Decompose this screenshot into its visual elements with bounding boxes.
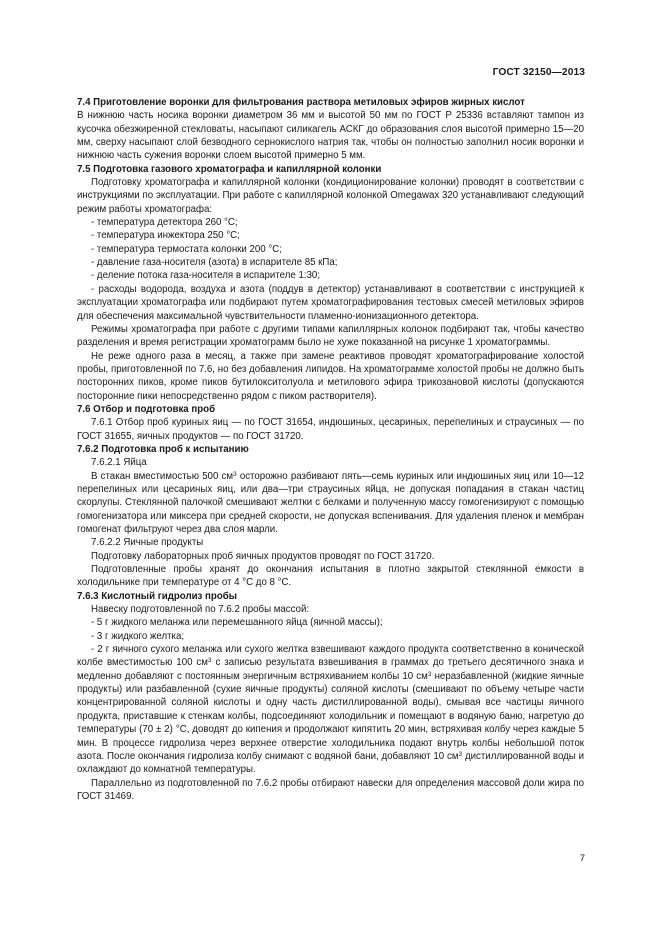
superscript: 3 [207,657,212,665]
document-header: ГОСТ 32150—2013 [492,67,585,78]
section-7-5-heading: 7.5 Подготовка газового хроматографа и капиллярной колонки [77,163,382,175]
text-run: неразбавленной (жидкие яичные продукты) или разбавленной (сухие яичные продукты) соляной кислоты (смешивают по объему четыре части концентрированной соляной кислоты и одну часть дистиллированной воды), смывая все частицы яичного продукта, приставшие к стенкам колбы, подсоединяют холодильник и помещают в водяную баню, нагретую до температуры (70 ± 2) °С, доводят до кипения и продолжают кипятить 20 мин, встряхивая колбу через каждые 5 мин. В процессе гидролиза через верхнее отверстие холодильника подают внутрь колбы небольшой поток азота. После окончания гидролиза колбу снимают с водяной бани, добавляют 10 см [77,670,585,762]
section-7-6-3-heading: 7.6.3 Кислотный гидролиз пробы [77,590,238,602]
list-item: - деление потока газа-носителя в испарителе 1:30; [91,270,321,282]
section-7-6-heading: 7.6 Отбор и подготовка проб [77,403,216,415]
list-item: - давление газа-носителя (азота) в испарителе 85 кПа; [91,257,338,269]
section-7-6-3-paragraph: Навеску подготовленной по 7.6.2 пробы массой: [91,604,310,616]
text-run: дистиллированной воды и охлаждают до комнатной температуры. [77,750,584,776]
section-7-5-paragraph-2: Режимы хроматографа при работе с другими типами капиллярных колонок подбирают так, чтобы качество разделения и время регистрации хроматограмм было не хуже показанной на рисунке 1 хроматограммы. [77,323,584,349]
section-7-6-2-1-heading: 7.6.2.1 Яйца [91,457,147,469]
section-7-6-2-1-paragraph [77,470,584,537]
section-7-5-paragraph-1: Подготовку хроматографа и капиллярной колонки (кондиционирование колонки) проводят в соответствии с инструкциями по эксплуатации. При работе с капиллярной колонкой Omegawax 320 устанавливают следующий режим работы хроматографа: [77,177,584,215]
section-7-6-2-2-paragraph: Подготовку лабораторных проб яичных продуктов проводят по ГОСТ 31720. [91,550,435,562]
section-7-4-paragraph [77,109,584,162]
list-item: - расходы водорода, воздуха и азота (поддув в детектор) устанавливают в соответствии с инструкцией к эксплуатации хроматографа или подбирают путем хроматографирования тестовых смесей метиловых эфиров для обеспечения максимальной чувствительности пламенно-ионизационного детектора. [77,283,584,322]
section-7-6-2-2-paragraph-2: Подготовленные пробы хранят до окончания испытания в плотно закрытой стеклянной емкости в холодильнике при температуре от 4 °С до 8 °С. [77,564,584,589]
text-run: - 2 г яичного сухого меланжа или сухого желтка взвешивают каждого продукта соответственно в конической колбе вместимостью 100 см [77,644,584,669]
list-item [77,643,584,776]
superscript: 3 [458,750,463,758]
section-7-4-text: В нижнюю часть носика воронки диаметром 36 мм и высотой 50 мм по ГОСТ Р 25336 вставляют тампон из кусочка обезжиренной стекловаты, насыпают силикагель АСКГ до образования слоя высотой примерно 15—20 мм, сверху насыпают слой безводного сернокислого натрия так, чтобы он полностью заполнил носик воронки и нижнюю часть сужения воронки слоем высотой примерно 5 мм. [77,110,584,162]
text-run: осторожно разбивают пять—семь куриных или индюшиных яиц или 10—12 перепелиных или цесариных яиц, или два—три страусиных яйца, не допуская попадания в стакан частиц скорлупы. Стеклянной палочкой смешивают желтки с белками и полученную массу гомогенизируют с помощью гомогенизатора или миксера при средней скорости, не допуская вспенивания. Для удаления пленок и мембран гомогенат фильтруют через два слоя марли. [77,470,585,535]
list-item: - температура детектора 260 °С; [91,217,238,229]
page-number: 7 [579,853,585,864]
section-7-6-1-paragraph: 7.6.1 Отбор проб куриных яиц — по ГОСТ 31654, индюшиных, цесариных, перепелиных и страусиных — по ГОСТ 31655, яичных продуктов — по ГОСТ 31720. [77,417,584,442]
section-7-6-3-paragraph-last: Параллельно из подготовленной по 7.6.2 пробы отбирают навески для определения массовой доли жира по ГОСТ 31469. [77,777,584,802]
list-item: - температура инжектора 250 °С; [91,230,240,242]
list-item: - температура термостата колонки 200 °С; [91,243,282,255]
list-item: - 5 г жидкого меланжа или перемешанного яйца (яичной массы); [91,617,383,629]
list-item: - 3 г жидкого желтка; [91,630,185,642]
section-7-6-2-2-heading: 7.6.2.2 Яичные продукты [91,537,204,549]
section-7-4-heading: 7.4 Приготовление воронки для фильтрования раствора метиловых эфиров жирных кислот [77,97,525,108]
text-run: с записью результата взвешивания в граммах до третьего десятичного знака и медленно добавляют с постоянным энергичным встряхиванием колбы 10 см [77,657,585,682]
superscript: 3 [233,470,237,478]
superscript: 3 [427,670,432,678]
section-7-5-paragraph-3: Не реже одного раза в месяц, а также при замене реактивов проводят хроматографирование холостой пробы, приготовленной по 7.6, но без добавления липидов. На хроматограмме холостой пробы не должно быть посторонних пиков, кроме пиков бутилокситолуола и метилового эфира трикозановой кислоты (допускаются посторонние пики непосредственно рядом с пиком растворителя). [77,350,584,402]
section-7-6-2-heading: 7.6.2 Подготовка проб к испытанию [77,443,249,455]
document-body [77,96,584,803]
text-run: В стакан вместимостью 500 см [91,470,234,482]
